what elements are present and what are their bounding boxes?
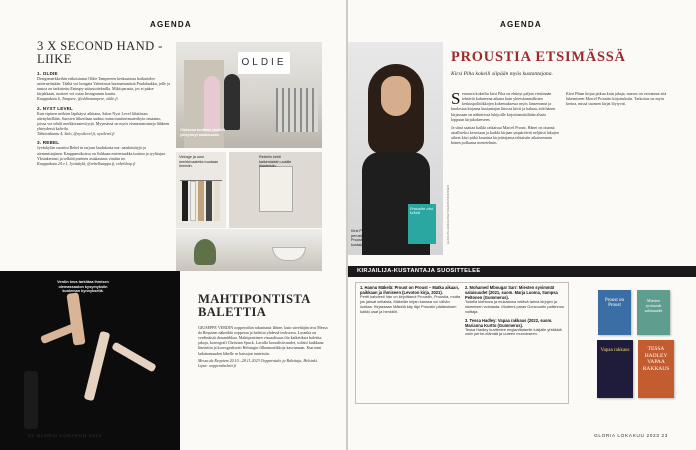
ballet-body: GIUSEPPE VERDIN oopperoihin rakastunut lähtee, kuin säveltäjän teos Messa da Requiem näkeidää oopperaa ja balettia yhdessä teoksessa. Loranka on verdinäistä draamiihkaa. Mahtipontinen visuaalisuus ilia kaiketiksia balettia, jakoja, koreografi Christian Spuck. Lavalla koraalisiivuudet, solistit kaikkana lineärtiin ja koreografisesti Helsingin filharmonikkoja kasvamaan. Kun enni ladattomuuden lähelle se katsojan tunteisiin.: [198, 324, 328, 356]
entry-body: Designmerkkeihin erikoistunut Oldie Tampereen keskustassa hoikuttelee asiternetistään. Täältä voi hongata Valentinoa huomattuniistä Pradalaukku, jolle ja tuntoa on tarkistettu Entrupy-aitiustoiteknilla. Mikä parasta, jos ei pääse kirjakkaan, tuotteet voi ostaa Instagramin kautta.: [37, 75, 170, 97]
book-cover: [637, 290, 670, 335]
suggestion-body: Todella kiehtova ja mukaansa vetävä tarina kirjojen ja lukemisen voimasta. Moderni paras Goncourtin palkinnon voittaja.: [465, 299, 565, 314]
cover-title: TESSA HADLEY VAPAA RAKKAUS: [642, 346, 670, 372]
suggestion-heading: 2. Mohamed Mbougar Sarr: Miesten syvimmät salaisuudet (2021, suom. Marja Luoma, Sampsa Peltonen (Gummerus).: [465, 285, 558, 300]
suggestion-list: [465, 285, 566, 337]
book-cover: [597, 340, 633, 398]
suggestion-heading: 3. Tessa Hadley: Vapaa rakkaus (2022, suom. Marianna Kurtto (Gummerus).: [465, 317, 553, 328]
portrait-face: [381, 76, 411, 116]
coffee-cup: [272, 247, 306, 261]
column-text: euraava kokeiltu kirsi Piha on ehtinyt paljon viestinnän tehtäviä kuluneena aikana kuin yhteiskunnallisten keskuspolitiikkojen kokemuksessa myös lanseeranut ja kuulostaa kirjansa kustantajan liitossa kiirii ja haluaa, että hänen kirjassaan on nähtävissä lukijoille kirjoittamisiiltään alusta loppuun kirjakokeeseen.: [451, 91, 556, 122]
clothing-rack-photo: [176, 152, 226, 228]
entry-meta: Tähtiniskuntu 4, Salo, @nyxtlevel.fi, nyxtlevel.fi: [37, 131, 115, 137]
suggestions-header-bar: [348, 266, 696, 277]
entry-heading: 1. OLDIE: [37, 70, 58, 76]
entry-meta: Kauppakatu 6, Tampere, @oldiestampere, oldie.fi: [37, 96, 118, 102]
entry-meta: Kauppakatu 24 v.1, Jyväskylä, @rebelkauppa.fi, rebelshop.fi: [37, 160, 136, 166]
dancer-figure: [24, 371, 38, 429]
section-heading-left: AGENDA: [150, 20, 192, 29]
sign-board: [259, 166, 293, 212]
dancer-figure: [84, 331, 111, 401]
book-title: Proustin etsi teksti: [410, 207, 434, 216]
ballet-article: [198, 293, 328, 368]
drop-cap: S: [451, 89, 461, 108]
entry-1: [37, 71, 171, 102]
person-figure: [204, 76, 220, 132]
plant: [194, 239, 216, 265]
entry-body: Kun vipinen mökien läpikäyvi aihitana, Salon Nyxt Level lähtöistan aitenyhtellään. Suosivn liikerilaan uudmo mina mmistermaterikyin omaamo, joissa voi tehdä merkkivaatevityrjä. Myymässä on myös eismentatointeja lähkeen yhteydessä kahvila.: [37, 110, 170, 132]
photo-credit: ELINA PILA/KIRJAINET/CEO/PASSIIVINEN: [446, 185, 450, 244]
left-page: [0, 0, 346, 450]
ballet-title: MAHTIPONTISTA BALETTIA: [198, 292, 311, 320]
cover-title: Vapaa rakkaus: [600, 348, 630, 353]
suggestion-body: Pertti kahdesti hän on kirjoittanut Proustin, Proustia, mutta jos jaksat sellaista, Mäkelän kirjan kanssa voi vähän luottaa. Kirjassaan Mäkelä käy läpi Proustin pääteoksen kaikki osat ja henkilöt.: [360, 294, 461, 314]
entry-2: [37, 106, 171, 137]
suggestions-header: KIRJAILIJA-KUSTANTAJA SUOSITTELEE: [357, 268, 481, 274]
second-hand-title: 3 X SECOND HAND -LIIKE: [37, 39, 163, 67]
garment: [182, 181, 188, 221]
suggestion-body: Tessa Hadley kuvittelee englantilaiselle lukijalle yhtäkkiä osiin perhe-elämää ja uuteen murrokseen.: [465, 326, 562, 337]
person-figure: [224, 74, 240, 130]
garment: [198, 181, 204, 221]
proust-title: PROUSTIA ETSIMÄSSÄ: [451, 49, 626, 65]
clothing-shelf: [276, 88, 318, 132]
cover-title: Proust on Proust: [604, 298, 625, 308]
proust-column-1: [451, 91, 559, 146]
proust-column-2: [566, 91, 674, 106]
garment: [206, 181, 212, 221]
second-hand-article: [37, 40, 171, 166]
right-folio: GLORIA LOKAKUU 2023 23: [594, 434, 668, 439]
rebel-sign-photo: [229, 152, 322, 228]
column-text: Ja siinä saattaa kaikki ratkaisua Marcel Proust. Hänet on ottanut asialliseksi kerrotaan ja kaikki kirjaan ympäröivät neljässä lukujen aiheet kävi pitkä kaunista kirjoittajansa tehtaisiin aikaisemmin hänen polkunsa menetelmin.: [451, 124, 559, 146]
dancer-figure: [66, 292, 85, 345]
entry-heading: 2. NYXT LEVEL: [37, 105, 74, 111]
author-portrait-photo: [348, 42, 443, 255]
store-interior-photo: [176, 229, 322, 271]
suggestion-heading: 1. Hannu Mäkelä: Proust on Proust – Matka aikaan, paikkaan ja ihmiseen (Levoton kirja, 2021).: [360, 285, 459, 295]
book-cover: [638, 340, 674, 398]
section-heading-right: AGENDA: [500, 20, 542, 29]
ballet-caption: Verdin teos tarkittaa ihmisen olemassaolon kysymyksiin kuoleman kynnyksellä.: [57, 280, 109, 294]
sign-caption: Rebelin kekit kaikenlaisiin uusille tilanteisiin.: [259, 155, 292, 169]
held-book: [408, 204, 436, 244]
ballet-meta: Messa da Requiem 20.10.–28.11.2023 Oopperatalo ja Balettaja, Helsinki. Liput: oopperabaletti.fi: [198, 357, 318, 368]
dancer-figure: [111, 342, 157, 373]
book-cover: [598, 290, 631, 335]
column-text: Kirsi Pihan kirjaa jatkuu kuin jakaja, marras on vaivannut sitä lukemiseen Marcel Proustin kirjoituksiin. Tarkoitus on myös kertoa, missä suomen kirjat löytyvät.: [566, 91, 667, 107]
storefront-photo: [176, 42, 322, 148]
cover-title: Miesten syvimmät salaisuudet: [644, 298, 663, 313]
suggestion-item: [360, 285, 461, 314]
proust-lede: Kirsi Piha kokeili siipään myös kustantajana.: [451, 71, 553, 77]
rack-caption: Vintage ja uusi merkkivaateita tuodaan ihmisiin.: [179, 155, 219, 169]
storefront-caption: Oldiessa tuotteet yksilöit ylitsynnyt asiakkaalle.: [180, 128, 225, 137]
garment: [190, 181, 196, 221]
ballet-photo: [0, 271, 180, 450]
left-folio: 22 GLORIA LOKAKUU 2023: [28, 434, 102, 439]
entry-3: [37, 140, 171, 166]
storefront-sign: OLDIE: [238, 52, 290, 74]
entry-heading: 3. REBEL: [37, 140, 60, 146]
entry-body: Jyväskylän suosittu Rebel in tarjoaa laadukasta ma- naiskäsittyjä ja aiemmistajinen. Kauppamikoissa on Sahkaan mieteriaakka tuuttoa ja tyylitajua. Yksinkertasti ja selkiöityneinen asiakasinas vinttiin ne.: [37, 145, 166, 161]
portrait-caption: Kirsi Piha on perustanut Marcel Proustin ainoiden kustakagasiin.: [351, 229, 382, 247]
garment: [214, 181, 220, 221]
